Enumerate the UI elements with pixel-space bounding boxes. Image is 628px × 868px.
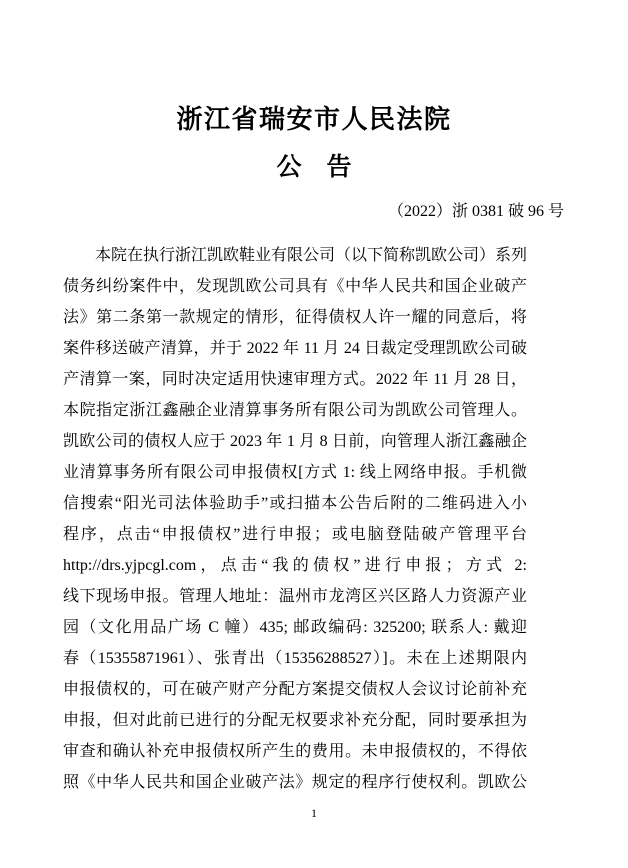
body-line: 本院指定浙江鑫融企业清算事务所有限公司为凯欧公司管理人。 [63, 402, 527, 419]
case-number: （2022）浙 0381 破 96 号 [387, 203, 564, 220]
body-line: 业清算事务所有限公司申报债权[方式 1: 线上网络申报。手机微 [63, 464, 527, 481]
body-line: 照《中华人民共和国企业破产法》规定的程序行使权利。凯欧公 [63, 774, 527, 791]
body-line: http://drs.yjpcgl.com，点击“我的债权”进行申报；方式 2: [63, 557, 527, 574]
announcement-body [63, 240, 527, 798]
body-line: 信搜索“阳光司法体验助手”或扫描本公告后附的二维码进入小 [63, 495, 527, 512]
body-line: 债务纠纷案件中，发现凯欧公司具有《中华人民共和国企业破产 [63, 278, 527, 295]
body-line: 审查和确认补充申报债权所产生的费用。未申报债权的，不得依 [63, 743, 527, 760]
document-title: 公 告 [276, 154, 352, 181]
body-line: 产清算一案，同时决定适用快速审理方式。2022 年 11 月 28 日， [63, 371, 527, 388]
body-line: 申报，但对此前已进行的分配无权要求补充分配，同时要承担为 [63, 712, 527, 729]
body-line: 凯欧公司的债权人应于 2023 年 1 月 8 日前，向管理人浙江鑫融企 [63, 433, 527, 450]
body-line: 案件移送破产清算，并于 2022 年 11 月 24 日裁定受理凯欧公司破 [63, 340, 527, 357]
page-number: 1 [311, 806, 317, 820]
body-line: 园（文化用品广场 C 幢）435; 邮政编码: 325200; 联系人: 戴迎 [63, 619, 527, 636]
body-line: 申报债权的，可在破产财产分配方案提交债权人会议讨论前补充 [63, 681, 527, 698]
body-line: 本院在执行浙江凯欧鞋业有限公司（以下简称凯欧公司）系列 [95, 247, 527, 264]
body-line: 线下现场申报。管理人地址：温州市龙湾区兴区路人力资源产业 [63, 588, 527, 605]
body-line: 春（15355871961）、张青出（15356288527）]。未在上述期限内 [63, 650, 527, 667]
body-line: 程序，点击“申报债权”进行申报；或电脑登陆破产管理平台 [63, 526, 527, 543]
body-line: 法》第二条第一款规定的情形，征得债权人许一耀的同意后，将 [63, 309, 527, 326]
court-name-heading: 浙江省瑞安市人民法院 [176, 105, 452, 134]
